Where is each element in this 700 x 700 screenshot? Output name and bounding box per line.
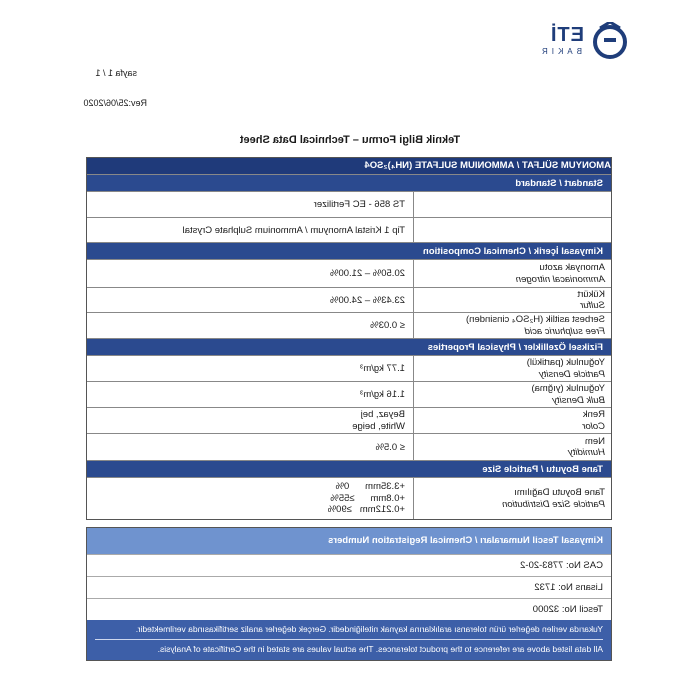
size-line: +0.212mm ≥90% [327,504,405,516]
value-text: 20.50% – 21.00% [329,268,405,279]
row-label [413,260,611,287]
standard-value: Tip 1 Kristal Amonyum / Ammonium Sulphate Crystal [182,224,405,236]
label-en: Bulk Density [552,394,605,406]
row-label [413,408,611,433]
row-value [87,408,413,433]
table-row [87,381,611,407]
label-en: Particle Size Distribution [502,498,605,510]
row-label [413,313,611,338]
label-en: Humidity [568,447,605,458]
product-banner: AMONYUM SÜLFAT / AMMONIUM SULFATE (NH₄)₂SO4 [87,158,611,174]
label-tr: Yoğunluk (partikül) [526,357,605,369]
value-text: 1.77 kg/m³ [360,363,405,374]
label-en: Sulfur [580,300,605,311]
size-line: +0.8mm ≥55% [330,492,405,504]
label-tr: Nem [584,435,605,447]
row-value [87,288,413,312]
section-chemical: Kimyasal İçerik / Chemical Composition [87,242,611,259]
logo-mark-icon [588,22,632,60]
label-tr: Yoğunluk (yığma) [531,383,605,395]
label-tr: Amonyak azotu [539,262,605,274]
value-text: 1.16 kg/m³ [360,389,405,400]
note-tr: Yukarıda verilen değerler ürün toleransı aralıklarına kaynak niteliğindedir. Gerçek değerler analiz sertifikasında verilmektedir. [135,624,603,634]
label-en: Ammoniacal nitrogen [515,273,605,285]
row-value [87,260,413,287]
label-en: Free sulphuric acid [524,325,605,337]
row-label [413,382,611,407]
row-label [413,434,611,460]
registration-heading: Kimyasal Tescil Numaraları / Chemical Registration Numbers [87,528,611,554]
data-sheet-table [86,157,612,520]
label-en: Particle Density [539,368,605,380]
revision-date: Rev:25/06/2020 [83,98,147,108]
table-row [87,312,611,338]
row-label [413,192,611,217]
value-text: ≤ 0.5% [375,441,405,453]
row-value [87,382,413,407]
company-logo [512,22,632,60]
value-text: 23.43% – 24.00% [329,294,405,306]
disclaimer-notes [87,620,611,660]
label-tr: Serbest asitlik (H₂SO₄ cinsinden) [465,314,605,326]
label-tr: Tane Boyutu Dağılımı [514,487,605,499]
row-value [87,478,413,519]
row-value [87,434,413,460]
standard-value: TS 856 - EC Fertilizer [313,199,405,210]
table-row [87,355,611,381]
section-physical: Fiziksel Özellikler / Physical Properties [87,338,611,355]
row-label [413,288,611,312]
section-particle: Tane Boyutu / Particle Size [87,460,611,477]
table-row [87,217,611,242]
value-text-en: White, beige [352,420,405,432]
logo-sub: BAKIR [537,47,582,56]
table-row [87,191,611,217]
row-label [413,478,611,519]
document-title: Teknik Bilgi Formu – Technical Data Sheet [239,134,461,146]
page-number: sayfa 1 / 1 [95,68,137,78]
row-value [87,313,413,338]
value-text: Beyaz, bej [360,409,405,421]
cas-number: CAS No: 7783-20-2 [87,554,611,576]
section-standard: Standart / Standard [87,174,611,191]
note-divider [95,639,603,640]
logo-brand: ETİ [549,24,584,46]
row-value [87,192,413,217]
label-tr: Kükürt [577,288,605,300]
row-label [413,356,611,381]
value-text: ≤ 0.03% [370,320,405,331]
tescil-number: Tescil No: 32000 [87,598,611,620]
size-line: +3.35mm 0% [335,481,405,493]
label-en: Color [582,420,605,432]
row-label [413,218,611,242]
table-row [87,433,611,460]
table-row [87,287,611,312]
table-row [87,259,611,287]
license-number: Lisans No: 1732 [87,576,611,598]
note-en: All data listed above are reference to the product tolerances. The actual values are stated in the Certificate of Analysis. [157,644,603,655]
row-value [87,218,413,242]
table-row [87,477,611,519]
registration-table [86,527,612,661]
label-tr: Renk [582,409,605,421]
row-value [87,356,413,381]
table-row [87,407,611,433]
